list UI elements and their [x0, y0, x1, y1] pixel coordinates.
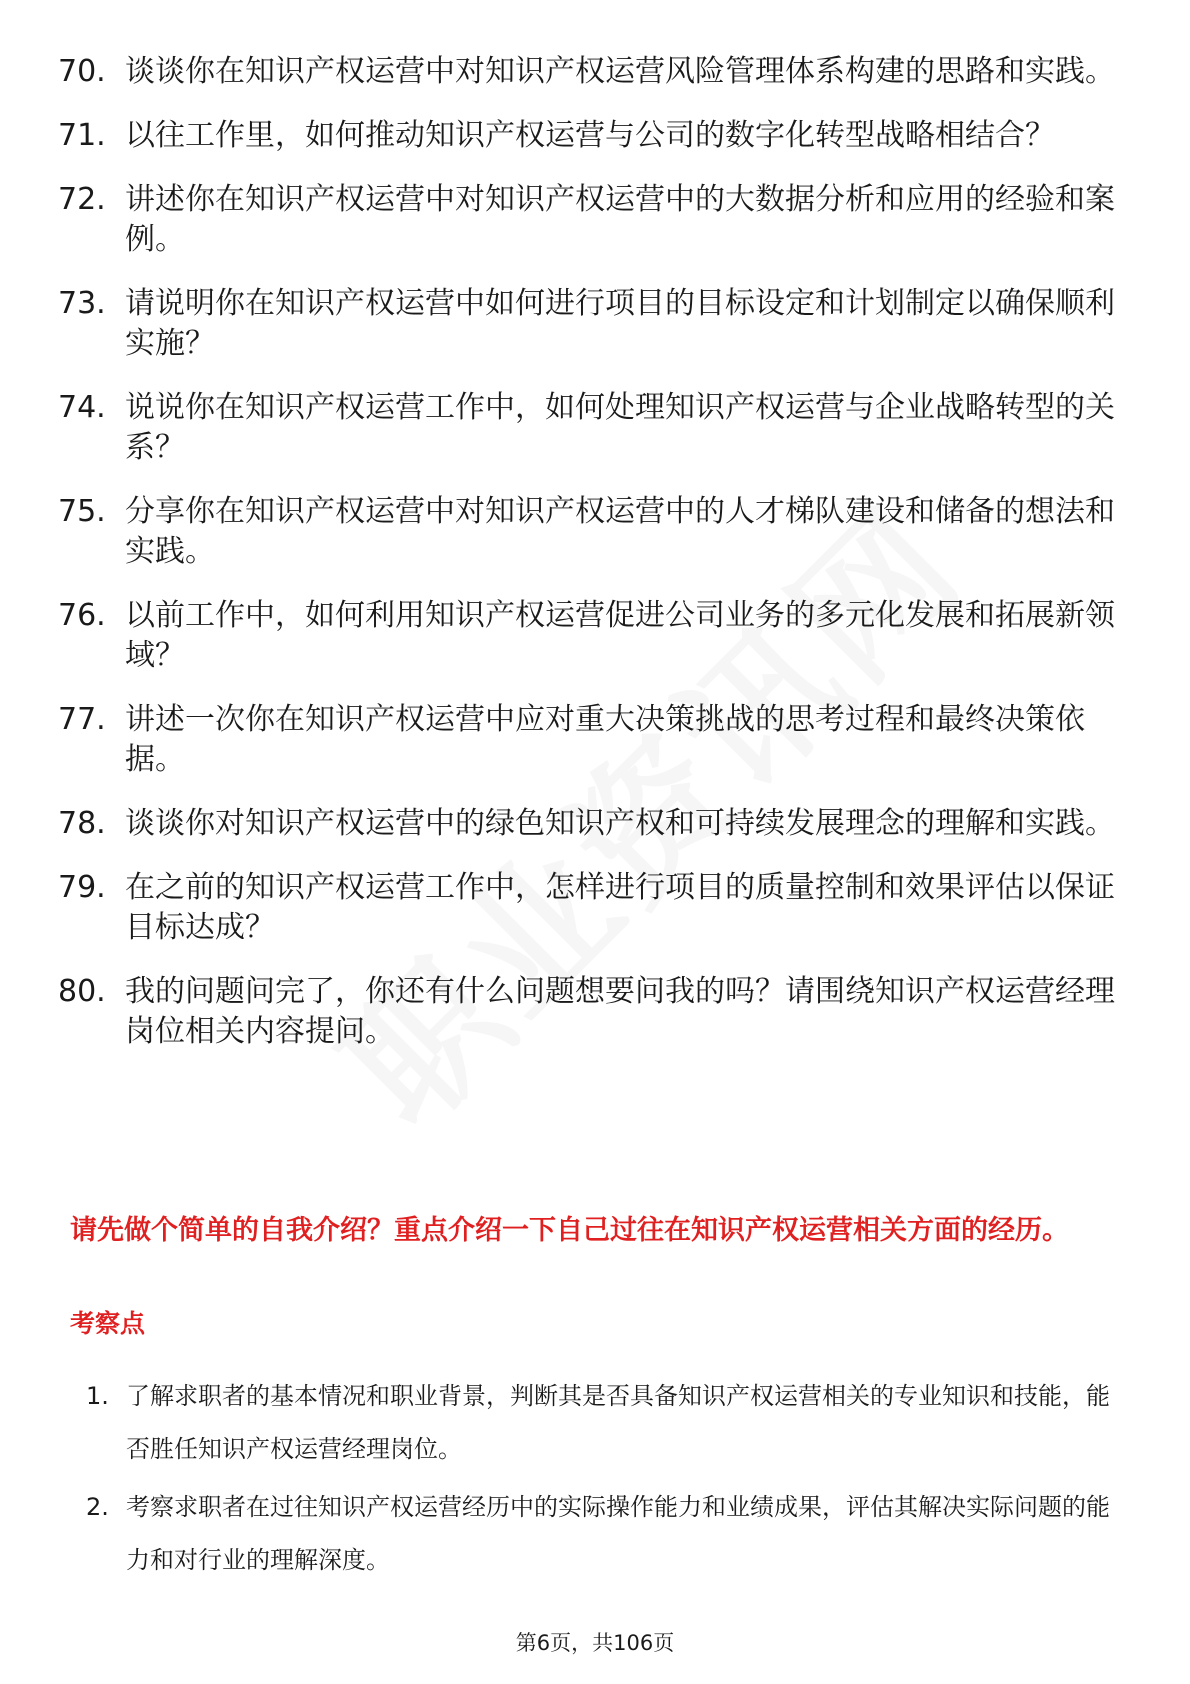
question-item — [58, 284, 1118, 364]
question-number: 78. — [58, 806, 106, 841]
point-item — [86, 1481, 1116, 1587]
question-item — [58, 52, 1118, 92]
intro-question-heading: 请先做个简单的自我介绍？重点介绍一下自己过往在知识产权运营相关方面的经历。 — [70, 1215, 1069, 1246]
question-text: 分享你在知识产权运营中对知识产权运营中的人才梯队建设和储备的想法和实践。 — [125, 494, 1115, 569]
question-text: 在之前的知识产权运营工作中，怎样进行项目的质量控制和效果评估以保证目标达成？ — [125, 870, 1115, 945]
evaluation-points-heading: 考察点 — [70, 1309, 146, 1338]
question-item — [58, 972, 1118, 1052]
question-number: 76. — [58, 598, 106, 633]
question-text: 以往工作里，如何推动知识产权运营与公司的数字化转型战略相结合？ — [125, 118, 1055, 153]
question-number: 74. — [58, 390, 106, 425]
question-item — [58, 180, 1118, 260]
point-text: 了解求职者的基本情况和职业背景，判断其是否具备知识产权运营相关的专业知识和技能，能否胜任知识产权运营经理岗位。 — [126, 1382, 1110, 1463]
question-item — [58, 596, 1118, 676]
question-item — [58, 804, 1118, 844]
question-text: 我的问题问完了，你还有什么问题想要问我的吗？请围绕知识产权运营经理岗位相关内容提问。 — [125, 974, 1115, 1049]
question-number: 70. — [58, 54, 106, 89]
question-number: 79. — [58, 870, 106, 905]
question-text: 讲述一次你在知识产权运营中应对重大决策挑战的思考过程和最终决策依据。 — [125, 702, 1085, 777]
page-footer: 第6页，共106页 — [515, 1631, 675, 1655]
question-item — [58, 868, 1118, 948]
question-text: 谈谈你在知识产权运营中对知识产权运营风险管理体系构建的思路和实践。 — [125, 54, 1115, 89]
question-item — [58, 388, 1118, 468]
question-number: 72. — [58, 182, 106, 217]
question-number: 73. — [58, 286, 106, 321]
point-text: 考察求职者在过往知识产权运营经历中的实际操作能力和业绩成果，评估其解决实际问题的能力和对行业的理解深度。 — [126, 1493, 1110, 1574]
point-number: 2. — [86, 1493, 109, 1521]
point-item — [86, 1370, 1116, 1476]
question-item — [58, 116, 1118, 156]
question-item — [58, 700, 1118, 780]
point-number: 1. — [86, 1382, 109, 1410]
question-number: 77. — [58, 702, 106, 737]
question-text: 请说明你在知识产权运营中如何进行项目的目标设定和计划制定以确保顺利实施？ — [125, 286, 1115, 361]
question-number: 80. — [58, 974, 106, 1009]
question-text: 说说你在知识产权运营工作中，如何处理知识产权运营与企业战略转型的关系？ — [125, 390, 1115, 465]
question-number: 71. — [58, 118, 106, 153]
question-text: 讲述你在知识产权运营中对知识产权运营中的大数据分析和应用的经验和案例。 — [125, 182, 1115, 257]
question-number: 75. — [58, 494, 106, 529]
question-item — [58, 492, 1118, 572]
question-text: 以前工作中，如何利用知识产权运营促进公司业务的多元化发展和拓展新领域？ — [125, 598, 1115, 673]
question-list — [58, 52, 1118, 1076]
evaluation-points-list — [86, 1370, 1116, 1592]
question-text: 谈谈你对知识产权运营中的绿色知识产权和可持续发展理念的理解和实践。 — [125, 806, 1115, 841]
